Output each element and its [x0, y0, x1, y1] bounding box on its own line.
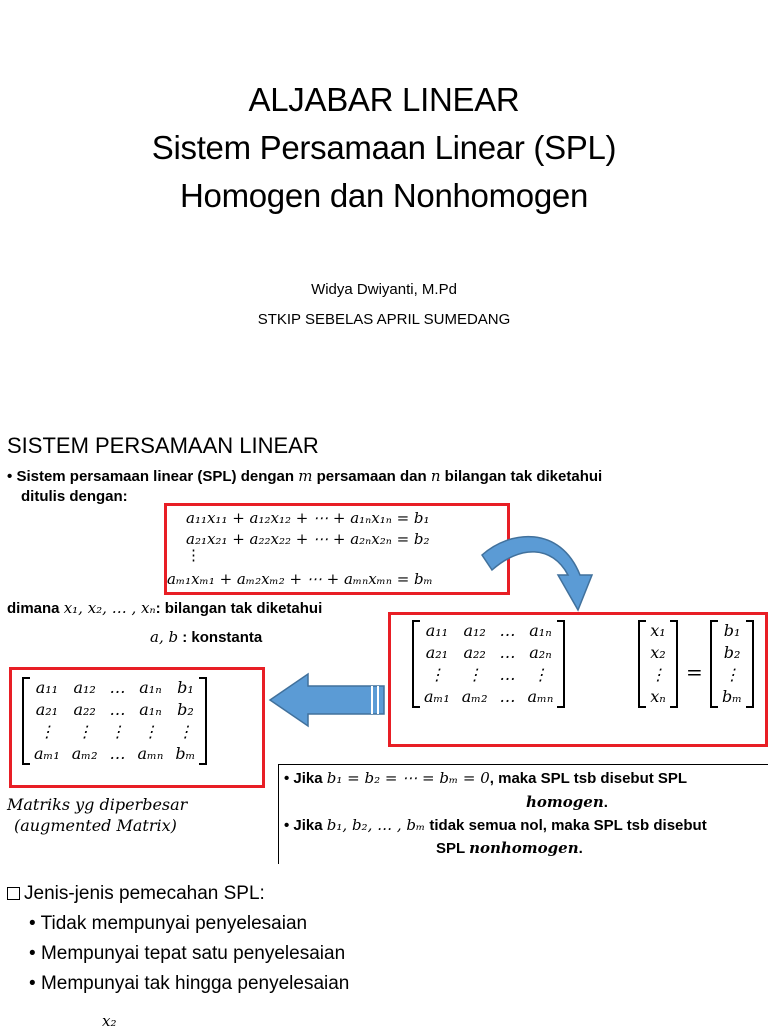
- x-cell: ⋮: [650, 665, 666, 684]
- aug-cell: …: [109, 700, 126, 719]
- jenis-item-label: Mempunyai tak hingga penyelesaian: [40, 973, 350, 994]
- dimana-line: [7, 599, 322, 618]
- augmented-caption-line-1: Matriks yg diperbesar: [7, 795, 188, 814]
- left-arrow-icon: [268, 672, 386, 728]
- institution-name: STKIP SEBELAS APRIL SUMEDANG: [257, 311, 511, 328]
- b-vector-table: [716, 620, 748, 708]
- x-cell: x₁: [650, 621, 666, 640]
- coef-cell: ⋮: [428, 665, 445, 684]
- augmented-matrix: [22, 677, 207, 765]
- b-vector: [710, 620, 754, 708]
- b-cell: b₂: [723, 643, 741, 662]
- aug-row: [28, 743, 201, 765]
- aug-cell: a₁₂: [73, 678, 96, 697]
- note-homogen-line-1: [284, 768, 687, 789]
- title-line-3: Homogen dan Nonhomogen: [179, 177, 589, 214]
- title-line-1: ALJABAR LINEAR: [248, 81, 520, 118]
- intro-m: m: [298, 467, 313, 485]
- intro-text-b: persamaan dan: [316, 468, 427, 485]
- jenis-heading-row: [7, 882, 265, 906]
- title-line-2: Sistem Persamaan Linear (SPL): [151, 129, 617, 166]
- augmented-matrix-table: [28, 677, 201, 765]
- note-homogen-suffix: , maka SPL tsb disebut SPL: [489, 770, 688, 787]
- bullet-dot: •: [29, 913, 41, 934]
- jenis-item-3: [29, 972, 349, 996]
- equals-sign: =: [686, 660, 703, 684]
- x-row: [644, 686, 672, 708]
- intro-n: n: [430, 467, 441, 485]
- b-row: [716, 620, 748, 642]
- dimana-label: dimana: [7, 600, 60, 617]
- coef-cell: a₂₂: [463, 643, 486, 662]
- aug-cell: bₘ: [175, 744, 196, 763]
- coef-cell: aₘ₁: [424, 687, 450, 706]
- checkbox-bullet-icon: [7, 887, 20, 900]
- equation-row-dots: ⋮: [186, 546, 201, 564]
- aug-cell: b₂: [177, 700, 194, 719]
- bullet-dot: •: [29, 973, 41, 994]
- coef-cell: ⋮: [532, 665, 549, 684]
- coef-cell: a₁ₙ: [529, 621, 552, 640]
- aug-cell: ⋮: [142, 722, 159, 741]
- coef-cell: aₘ₂: [461, 687, 488, 706]
- coef-cell: …: [499, 643, 516, 662]
- coef-row: [418, 642, 559, 664]
- aug-cell: aₘ₂: [71, 744, 98, 763]
- aug-cell: aₘₙ: [137, 744, 164, 763]
- aug-cell: a₁ₙ: [139, 678, 162, 697]
- konstanta-desc: : konstanta: [178, 629, 263, 646]
- note-homogen-math: b₁ = b₂ = ⋯ = bₘ = 0: [326, 769, 490, 787]
- konstanta-vars: a, b: [150, 628, 179, 646]
- content-heading: SISTEM PERSAMAAN LINEAR: [7, 433, 319, 458]
- b-cell: b₁: [723, 621, 741, 640]
- b-cell: bₘ: [722, 687, 743, 706]
- coef-cell: aₘₙ: [527, 687, 554, 706]
- note-homogen-term: homogen: [526, 793, 604, 811]
- coef-cell: …: [499, 665, 516, 684]
- note-nonhomogen-prefix: • Jika: [284, 817, 323, 834]
- bottom-partial-math: x₂: [102, 1012, 117, 1030]
- bullet-dot: •: [7, 468, 13, 485]
- note-nonhomogen-suffix: tidak semua nol, maka SPL tsb disebut: [429, 817, 707, 834]
- b-row: [716, 642, 748, 664]
- coef-cell: a₁₂: [463, 621, 486, 640]
- jenis-item-1: [29, 912, 307, 936]
- aug-cell: …: [109, 744, 126, 763]
- note-nonhomogen-math: b₁, b₂, … , bₘ: [326, 816, 426, 834]
- coef-cell: …: [499, 687, 516, 706]
- dimana-vars: x₁, x₂, … , xₙ: [63, 599, 156, 617]
- coefficient-matrix: [412, 620, 565, 708]
- note-homogen-prefix: • Jika: [284, 770, 323, 787]
- aug-cell: ⋮: [76, 722, 93, 741]
- curved-arrow-icon: [480, 520, 610, 615]
- intro-line-2: ditulis dengan:: [21, 488, 128, 505]
- aug-cell: aₘ₁: [34, 744, 60, 763]
- intro-text-c: bilangan tak diketahui: [444, 468, 603, 485]
- x-row: [644, 620, 672, 642]
- coef-cell: …: [499, 621, 516, 640]
- x-cell: x₂: [650, 643, 666, 662]
- coef-cell: a₂ₙ: [529, 643, 552, 662]
- aug-cell: b₁: [177, 678, 194, 697]
- jenis-heading: Jenis-jenis pemecahan SPL:: [24, 883, 265, 904]
- augmented-caption-line-2: (augmented Matrix): [14, 816, 177, 835]
- intro-text-a: Sistem persamaan linear (SPL) dengan: [16, 468, 295, 485]
- aug-cell: a₂₂: [73, 700, 96, 719]
- aug-cell: a₁ₙ: [139, 700, 162, 719]
- dimana-desc: : bilangan tak diketahui: [155, 600, 323, 617]
- coef-cell: ⋮: [466, 665, 483, 684]
- equation-row-2: a₂₁x₂₁ + a₂₂x₂₂ + ⋯ + a₂ₙx₂ₙ = b₂: [186, 530, 430, 548]
- coefficient-matrix-table: [418, 620, 559, 708]
- konstanta-line: [150, 628, 262, 647]
- coef-row: [418, 620, 559, 642]
- aug-cell: ⋮: [109, 722, 126, 741]
- augmented-caption: [7, 794, 187, 836]
- note-nonhomogen-spl: SPL: [436, 840, 465, 857]
- equation-row-m: aₘ₁xₘ₁ + aₘ₂xₘ₂ + ⋯ + aₘₙxₘₙ = bₘ: [167, 570, 433, 588]
- coef-cell: a₂₁: [425, 643, 449, 662]
- coef-row: [418, 686, 559, 708]
- b-cell: ⋮: [724, 665, 741, 684]
- b-row: [716, 686, 748, 708]
- aug-cell: a₁₁: [35, 678, 59, 697]
- intro-bullet: [7, 467, 602, 486]
- note-homogen-dot: .: [603, 794, 608, 811]
- aug-cell: …: [109, 678, 126, 697]
- aug-cell: ⋮: [177, 722, 194, 741]
- aug-row: [28, 699, 201, 721]
- x-vector-table: [644, 620, 672, 708]
- note-nonhomogen-line-1: [284, 815, 707, 836]
- jenis-item-label: Tidak mempunyai penyelesaian: [40, 913, 308, 934]
- aug-cell: ⋮: [38, 722, 55, 741]
- title-slide: [0, 0, 768, 400]
- x-cell: xₙ: [650, 687, 666, 706]
- note-nonhomogen-line-2: [436, 838, 583, 859]
- aug-row: [28, 721, 201, 743]
- b-row: [716, 664, 748, 686]
- author-name: Widya Dwiyanti, M.Pd: [311, 281, 457, 298]
- coef-cell: a₁₁: [425, 621, 449, 640]
- aug-row: [28, 677, 201, 699]
- x-row: [644, 664, 672, 686]
- jenis-item-label: Mempunyai tepat satu penyelesaian: [40, 943, 346, 964]
- bullet-dot: •: [29, 943, 41, 964]
- note-homogen-line-2: [526, 792, 608, 813]
- aug-cell: a₂₁: [35, 700, 59, 719]
- note-nonhomogen-term: nonhomogen: [469, 839, 579, 857]
- x-row: [644, 642, 672, 664]
- coef-row: [418, 664, 559, 686]
- jenis-item-2: [29, 942, 345, 966]
- note-nonhomogen-dot: .: [578, 840, 583, 857]
- equation-row-1: a₁₁x₁₁ + a₁₂x₁₂ + ⋯ + a₁ₙx₁ₙ = b₁: [186, 509, 430, 527]
- x-vector: [638, 620, 678, 708]
